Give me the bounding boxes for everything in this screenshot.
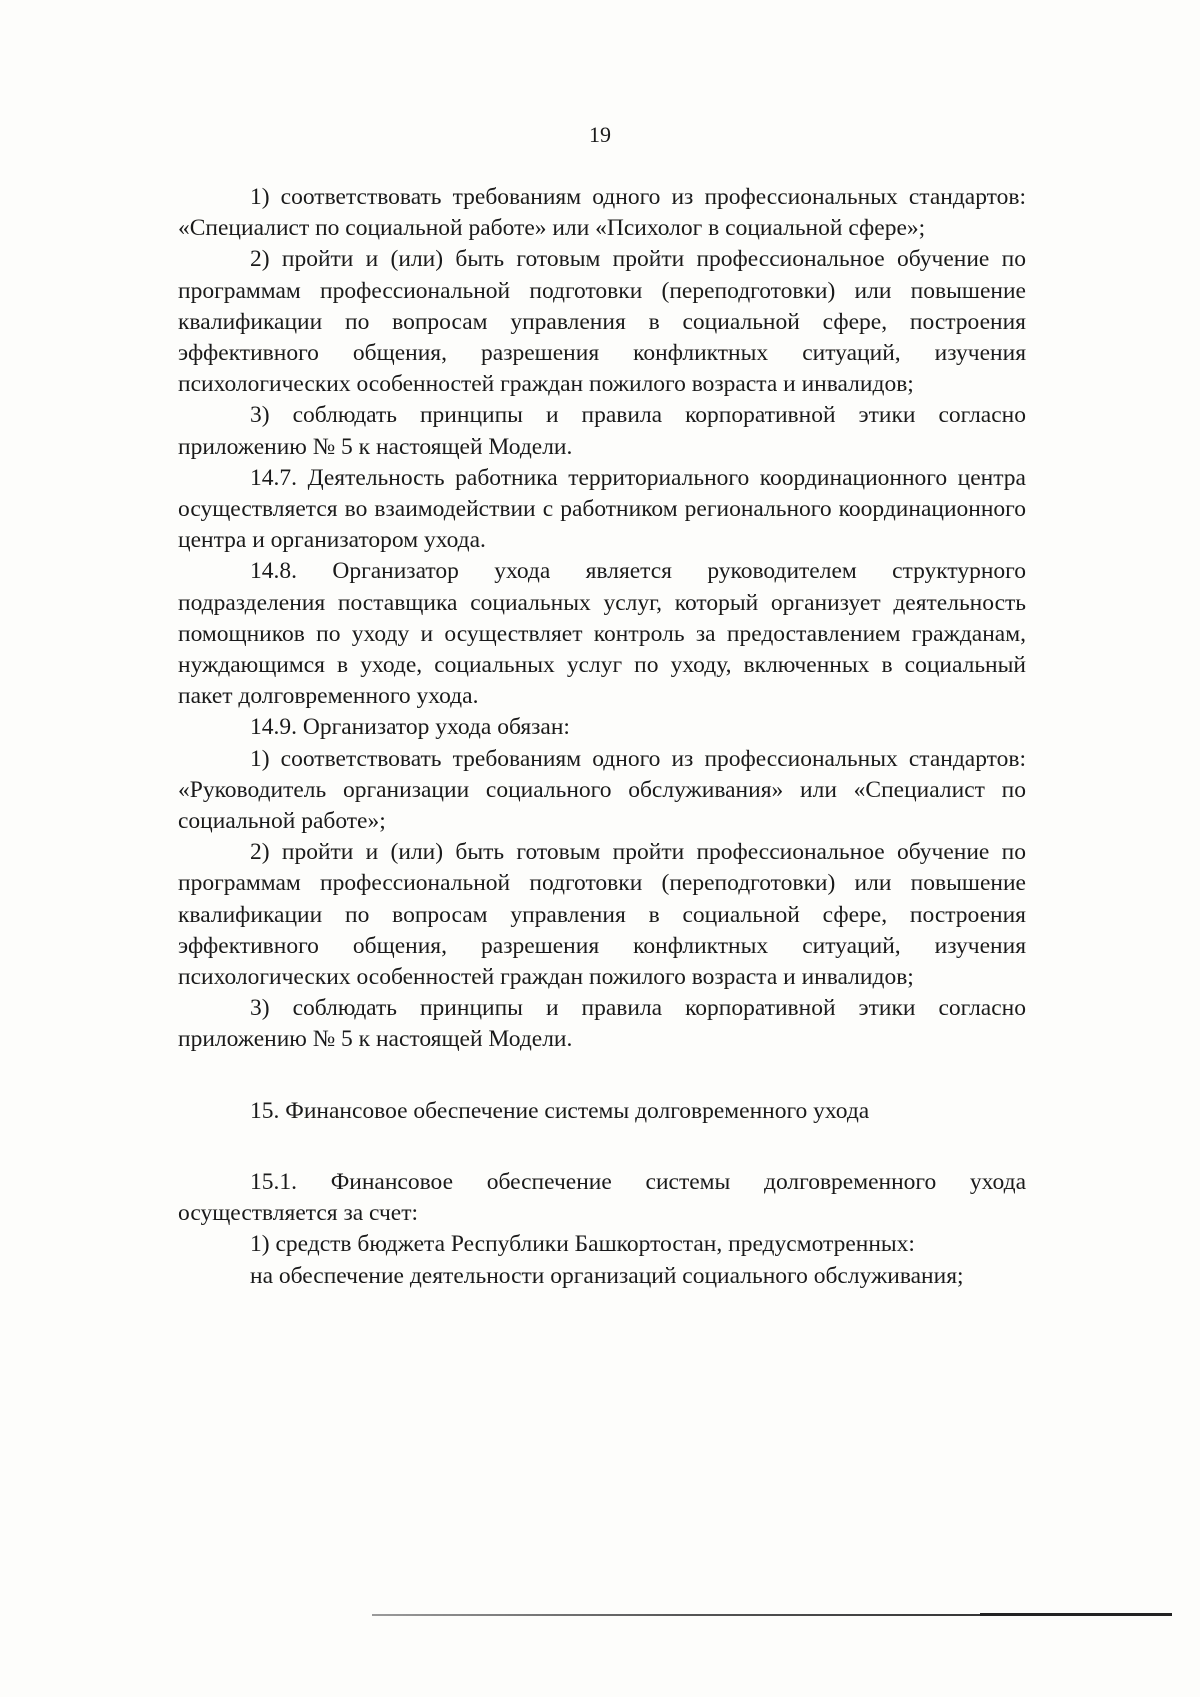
paragraph: 15.1. Финансовое обеспечение системы долговременного ухода осуществляется за счет: — [178, 1168, 1026, 1227]
paragraph: 2) пройти и (или) быть готовым пройти профессиональное обучение по программам профессиональной подготовки (переподготовки) или повышение квалификации по вопросам управления в социальной сфере, построения эффективного общения, разрешения конфликтных ситуаций, изучения психологических особенностей граждан пожилого возраста и инвалидов; — [178, 839, 1026, 991]
paragraph: 1) соответствовать требованиям одного из профессиональных стандартов: «Специалист по социальной работе» или «Психолог в социальной сфере»; — [178, 184, 1026, 242]
section-heading: 15. Финансовое обеспечение системы долговременного ухода — [250, 1097, 870, 1124]
footer-rule-accent — [980, 1613, 1172, 1616]
paragraph: 3) соблюдать принципы и правила корпоративной этики согласно приложению № 5 к настоящей Модели. — [178, 995, 1026, 1053]
document-body — [178, 182, 1026, 1292]
paragraph: 2) пройти и (или) быть готовым пройти профессиональное обучение по программам профессиональной подготовки (переподготовки) или повышение квалификации по вопросам управления в социальной сфере, построения эффективного общения, разрешения конфликтных ситуаций, изучения психологических особенностей граждан пожилого возраста и инвалидов; — [178, 246, 1026, 398]
paragraph: 3) соблюдать принципы и правила корпоративной этики согласно приложению № 5 к настоящей Модели. — [178, 402, 1026, 460]
paragraph: 14.7. Деятельность работника территориального координационного центра осуществляется во взаимодействии с работником регионального координационного центра и организатором ухода. — [178, 464, 1026, 554]
paragraph: 14.9. Организатор ухода обязан: — [250, 714, 570, 741]
paragraph: 1) средств бюджета Республики Башкортостан, предусмотренных: — [250, 1231, 915, 1258]
paragraph: на обеспечение деятельности организаций социального обслуживания; — [250, 1262, 964, 1289]
paragraph: 14.8. Организатор ухода является руководителем структурного подразделения поставщика социальных услуг, который организует деятельность помощников по уходу и осуществляет контроль за предоставлением гражданам, нуждающимся в уходе, социальных услуг по уходу, включенных в социальный пакет долговременного ухода. — [178, 558, 1026, 710]
paragraph: 1) соответствовать требованиям одного из профессиональных стандартов: «Руководитель организации социального обслуживания» или «Специалист по социальной работе»; — [178, 745, 1026, 835]
page-number: 19 — [589, 122, 611, 147]
